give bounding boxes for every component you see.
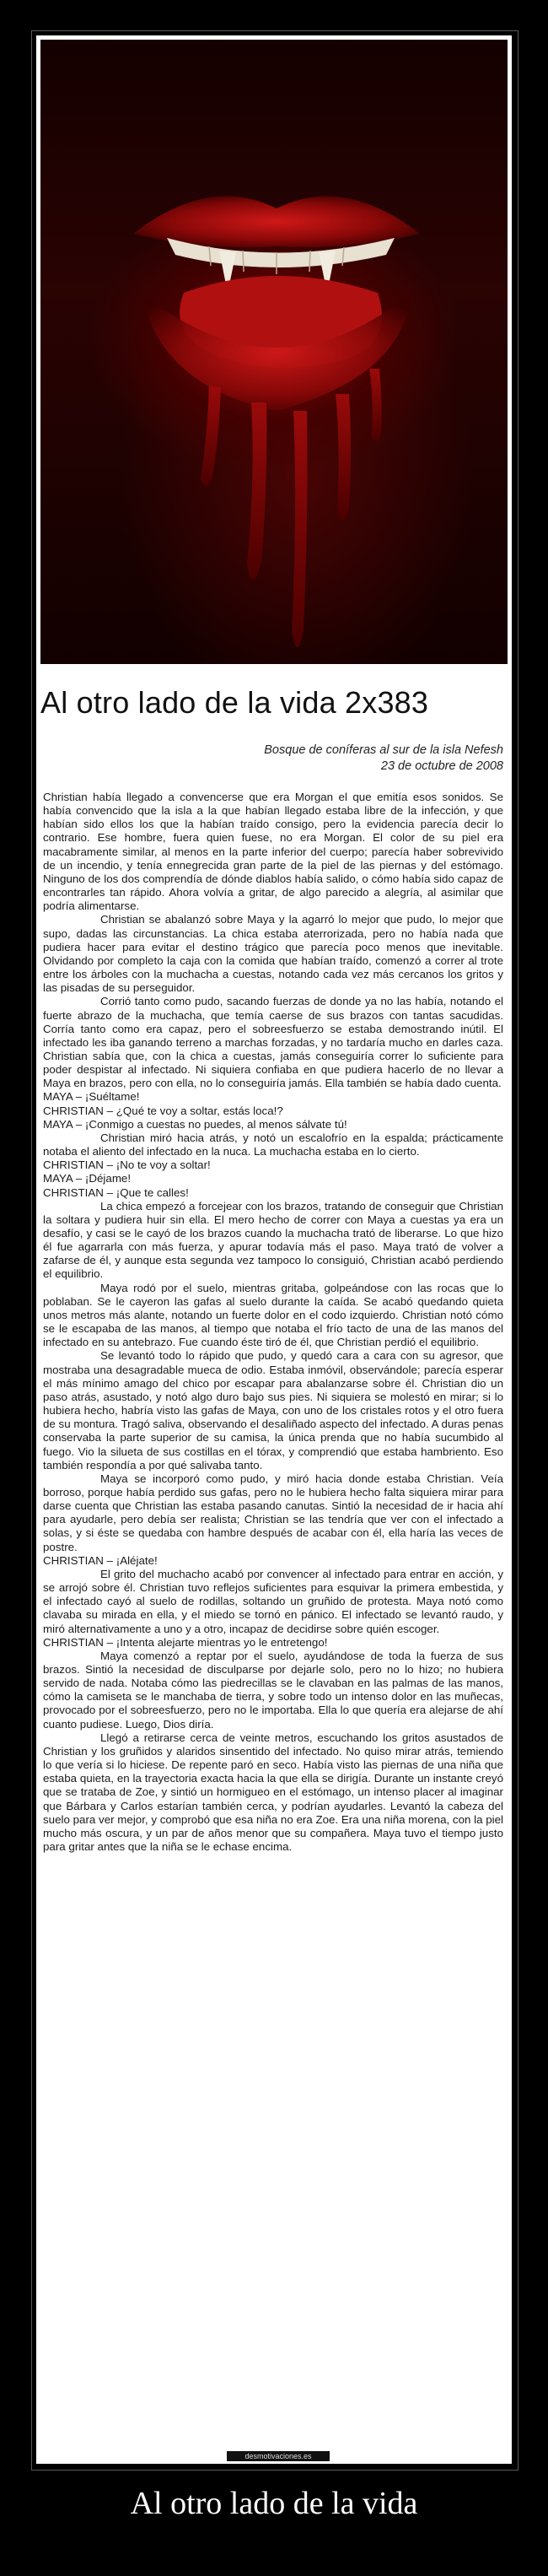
story-paragraph: CHRISTIAN – ¡No te voy a soltar! (43, 1158, 211, 1172)
story-paragraph: Christian miró hacia atrás, y notó un escalofrío en la espalda; prácticamente notaba el aliento del infectado en la nuca. La muchacha estaba en lo cierto. (43, 1131, 503, 1158)
story-paragraph: Christian había llegado a convencerse que era Morgan el que emitía esos sonidos. Se había convencido que la isla a la que habían llegado estaba libre de la infección, y que habían sido ellos los que la habían traído consigo, pero la evidencia parecía decir lo contrario. Ese hombre, fuera quien fuese, no era Morgan. El color de su piel era macabramente similar, al menos en la parte inferior del cuerpo; parecía haber sobrevivido de un incendio, y tenía ennegrecida gran parte de la piel de las piernas y del estómago. Ninguno de los dos comprendía de dónde diablos había salido, o cómo había sido capaz de encontrarles tan rápido. Ahora volvía a gritar, de algo parecido a alegría, al asimilar que podría alimentarse. (43, 791, 503, 913)
story-text (43, 791, 503, 1854)
location-text: Bosque de coníferas al sur de la isla Nefesh (264, 743, 503, 757)
story-paragraph: Maya se incorporó como pudo, y miró hacia donde estaba Christian. Veía borroso, porque había perdido sus gafas, pero no le hubiera hecho falta siquiera mirar para darse cuenta que Christian las estaba pasando canutas. Sintió la necesidad de ir hacia ahí para ayudarle, pero debía ser realista; Christian se las tendría que ver con el infectado a solas, y si éste se quedaba con hambre después de acabar con él, ella haría las veces de postre. (43, 1472, 503, 1553)
story-paragraph: MAYA – ¡Suéltame! (43, 1090, 140, 1104)
story-paragraph: MAYA – ¡Déjame! (43, 1172, 132, 1185)
date-text: 23 de octubre de 2008 (380, 759, 503, 773)
story-paragraph: Christian se abalanzó sobre Maya y la agarró lo mejor que pudo, lo mejor que supo, dadas las circunstancias. La chica estaba aterrorizada, pero no había nada que pudiera hacer para evitar el destino trágico que parecía poco menos que inevitable. Olvidando por completo la caja con la comida que habían traído, comenzó a correr al trote entre los árboles con la muchacha a cuestas, notando cada vez más cercanos los gritos y las pisadas de su perseguidor. (43, 913, 503, 995)
poster-photo (40, 40, 508, 664)
story-paragraph: CHRISTIAN – ¿Qué te voy a soltar, estás loca!? (43, 1104, 283, 1117)
story-paragraph: CHRISTIAN – ¡Aléjate! (43, 1553, 158, 1567)
poster-frame (31, 30, 518, 2471)
caption: Al otro lado de la vida (130, 2486, 418, 2521)
poster (36, 35, 512, 2464)
story-paragraph: CHRISTIAN – ¡Que te calles! (43, 1185, 189, 1199)
story-paragraph: CHRISTIAN – ¡Intenta alejarte mientras yo le entretengo! (43, 1635, 328, 1649)
story-paragraph: Maya comenzó a reptar por el suelo, ayudándose de toda la fuerza de sus brazos. Sintió la necesidad de disculparse por dejarle solo, pero no lo hizo; no hubiera servido de nada. Notaba cómo las piedrecillas se le clavaban en las palmas de las manos, cómo la camiseta se le manchaba de tierra, y sobre todo un intenso dolor en las muñecas, provocado por el sobreesfuerzo, pero no le importaba. Ella lo que quería era alejarse de ahí cuanto pudiese. Luego, Dios diría. (43, 1649, 503, 1731)
story-paragraph: MAYA – ¡Conmigo a cuestas no puedes, al menos sálvate tú! (43, 1117, 347, 1131)
location-block (65, 743, 503, 775)
story-paragraph: Maya rodó por el suelo, mientras gritaba, golpeándose con las rocas que lo poblaban. Se le cayeron las gafas al suelo durante la caída. Se acabó quedando quieta unos metros más alante, notando un fuerte dolor en el codo izquierdo. Christian notó cómo se le escapaba de las manos, al tiempo que notaba el frío tacto de una de las manos del infectado en su antebrazo. Fue cuando éste tiró de él, que Christian perdió el equilibrio. (43, 1281, 503, 1349)
story-paragraph: Se levantó todo lo rápido que pudo, y quedó cara a cara con su agresor, que mostraba una desagradable mueca de odio. Estaba inmóvil, observándole; parecía esperar el más mínimo amago del chico por escapar para abalanzarse sobre él. Christian dio un paso atrás, asustado, y notó algo duro bajo sus pies. Ni siquiera se molestó en mirar; si lo hubiera hecho, habría visto las gafas de Maya, con uno de los cristales rotos y el otro fuera de su montura. Tragó saliva, observando el desaliñado aspecto del infectado. A duras penas conservaba la parte superior de su camisa, la única prenda que no había sucumbido al fuego. Vio la silueta de sus costillas en el tórax, y comprendió que estaba hambriento. Eso también respondía a por qué salivaba tanto. (43, 1349, 503, 1472)
poster-title: Al otro lado de la vida 2x383 (40, 685, 429, 720)
story-paragraph: La chica empezó a forcejear con los brazos, tratando de conseguir que Christian la soltara y pudiera huir sin ella. El mero hecho de correr con Maya a cuestas ya era un desafío, y casi se le cayó de los brazos cuando la muchacha trató de liberarse. Lo que hizo él fue agarrarla con más fuerza, y apurar todavía más el paso. Maya trató de volver a zafarse de él, y aunque esta segunda vez tampoco lo consiguió, Christian acabó perdiendo el equilibrio. (43, 1199, 503, 1281)
story-paragraph: Llegó a retirarse cerca de veinte metros, escuchando los gritos asustados de Christian y los gruñidos y alaridos sinsentido del infectado. No quiso mirar atrás, temiendo lo que vería si lo hiciese. De repente paró en seco. Había visto las piernas de una niña que estaba quieta, en la trayectoria exacta hacia la que ella se dirigía. Durante un instante creyó que se trataba de Zoe, y sintió un hormigueo en el estómago, un intenso placer al imaginar que Bárbara y Carlos estarían también cerca, y podrían ayudarles. Levantó la cabeza del suelo para ver mejor, y comprobó que esa niña no era Zoe. Era una niña morena, con la piel mucho más oscura, y un par de años menor que su compañera. Maya tuvo el tiempo justo para gritar antes que la niña se le echase encima. (43, 1731, 503, 1854)
watermark: desmotivaciones.es (227, 2451, 330, 2461)
blood-mouth-illustration (40, 40, 508, 664)
story-paragraph: Corrió tanto como pudo, sacando fuerzas de donde ya no las había, notando el fuerte abrazo de la muchacha, que temía caerse de sus brazos con tantas sacudidas. Corría tanto como era capaz, pero el sobreesfuerzo se estaba demostrando inútil. El infectado les iba ganando terreno a marchas forzadas, y no tardaría mucho en darles caza. Christian sabía que, con la chica a cuestas, jamás conseguiría correr lo suficiente para poder despistar al infectado. Ni siquiera confiaba en que pudiera hacerlo de no llevar a Maya en brazos, pero con ella, no lo conseguiría jamás. Ella también se había dado cuenta. (43, 995, 503, 1090)
story-paragraph: El grito del muchacho acabó por convencer al infectado para entrar en acción, y se arrojó sobre él. Christian tuvo reflejos suficientes para esquivar la primera embestida, y el infectado cayó al suelo de rodillas, soltando un gruñido de protesta. Maya notó como clavaba su mirada en ella, y el miedo se tornó en pánico. El infectado se levantó raudo, y miró alternativamente a uno y a otro, incapaz de decidirse sobre quién escoger. (43, 1567, 503, 1635)
